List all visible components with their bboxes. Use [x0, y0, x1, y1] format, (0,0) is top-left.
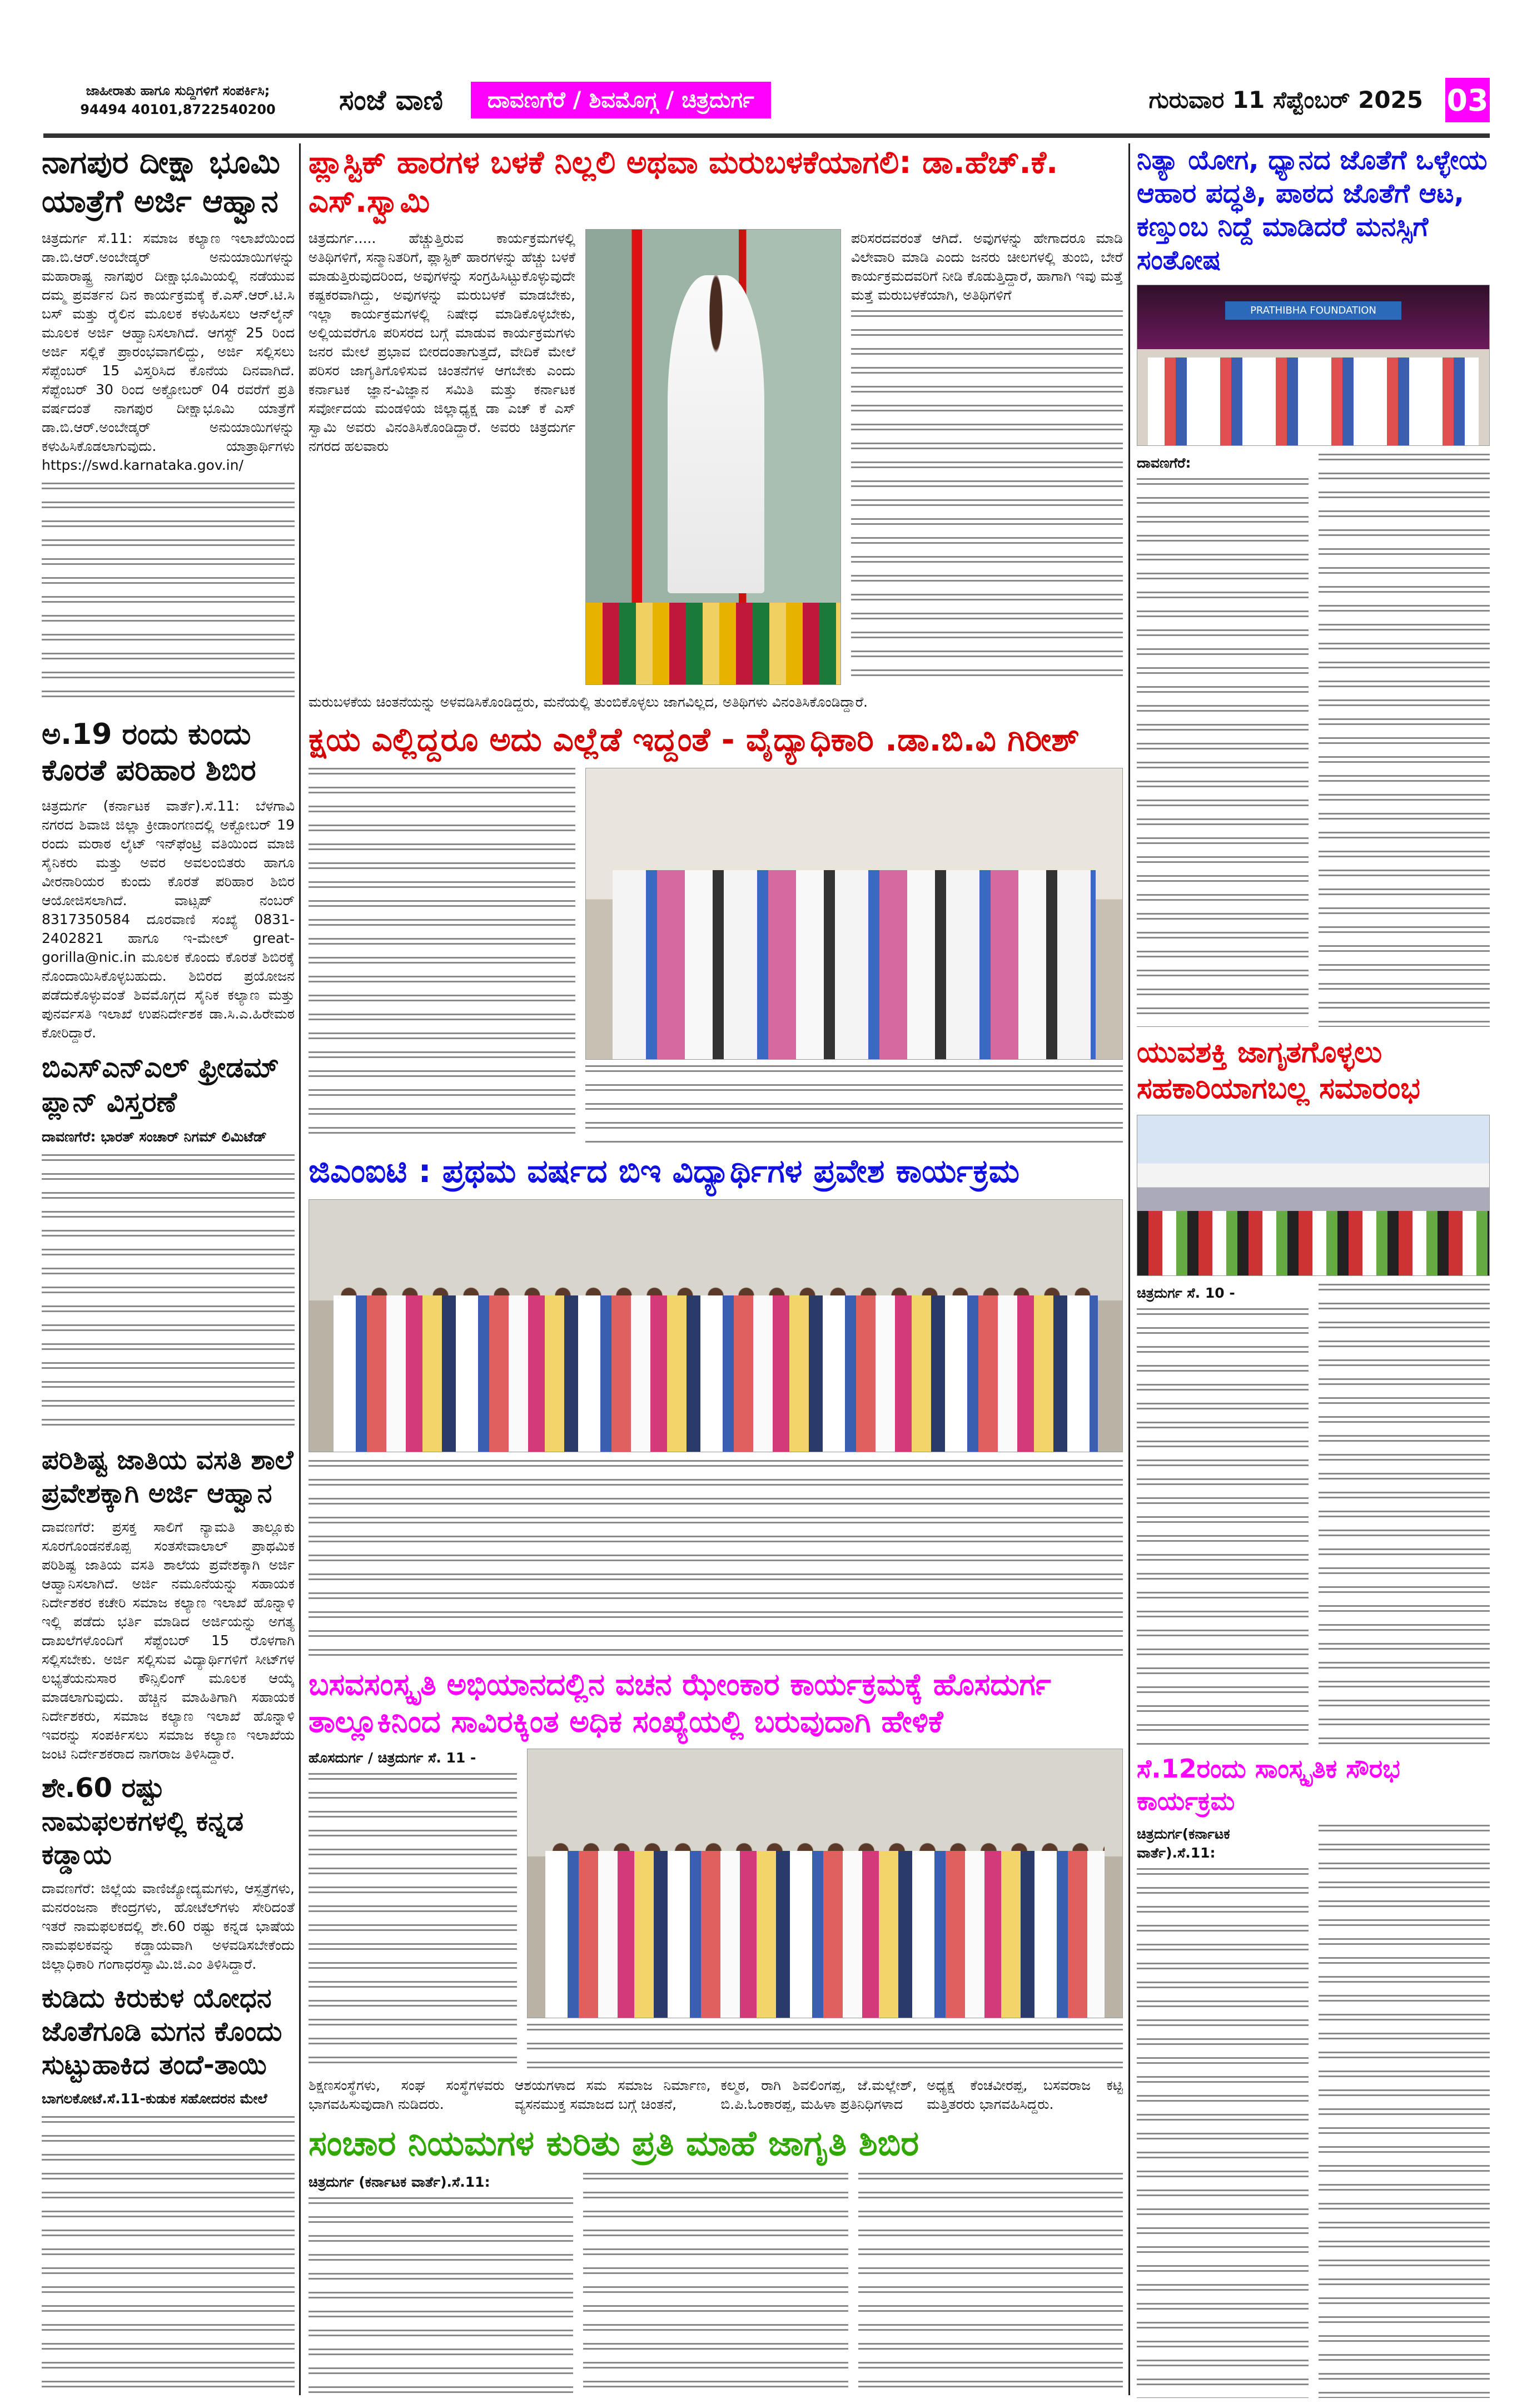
article-jmit-body — [309, 1460, 1123, 1658]
photo-yoga-event — [1137, 285, 1490, 446]
masthead-rule — [43, 133, 1490, 138]
issue-date: ಗುರುವಾರ 11 ಸೆಪ್ಟೆಂಬರ್ 2025 — [1148, 86, 1423, 113]
photo-basava-meeting — [527, 1749, 1123, 2019]
masthead — [44, 72, 1490, 128]
article-nagpur-continued — [42, 483, 295, 709]
article-basava-col2-end: ಆಶಯಗಳಾದ ಸಮ ಸಮಾಜ ನಿರ್ಮಾಣ, ವ್ಯಸನಮುಕ್ತ ಸಮಾಜದ ಬಗ್ಗೆ ಚಿಂತನೆ, — [514, 2077, 711, 2112]
article-cultural-body-2 — [1319, 1825, 1490, 2398]
photo-tb-event — [585, 768, 1123, 1060]
article-plastic-continued — [851, 310, 1123, 685]
headline-kannada-boards: ಶೇ.60 ರಷ್ಟು ನಾಮಫಲಕಗಳಲ್ಲಿ ಕನ್ನಡ ಕಡ್ಡಾಯ — [42, 1773, 244, 1871]
article-traffic-dateline: ಚಿತ್ರದುರ್ಗ (ಕರ್ನಾಟಕ ವಾರ್ತೆ).ಸೆ.11: — [309, 2173, 490, 2190]
article-grievance-body: ಚಿತ್ರದುರ್ಗ (ಕರ್ನಾಟಕ ವಾರ್ತೆ).ಸೆ.11: ಬೆಳಗಾವಿ ನಗರದ ಶಿವಾಜಿ ಜಿಲ್ಲಾ ಕ್ರೀಡಾಂಗಣದಲ್ಲಿ ಅಕ್ಟೋಬರ್ 19 ರಂದು ಮರಾಠ ಲೈಟ್ ಇನ್‍ಫೆಂಟ್ರಿ ವತಿಯಿಂದ ಮಾಜಿ ಸೈನಿಕರು ಮತ್ತು ಅವರ ಅವಲಂಬಿತರು ಹಾಗೂ ವೀರನಾರಿಯರ ಕುಂದು ಕೊರತೆ ಪರಿಹಾರ ಶಿಬಿರ ಆಯೋಜಿಸಲಾಗಿದೆ. ವಾಟ್ಸಪ್ ನಂಬರ್ 8317350584 ದೂರವಾಣಿ ಸಂಖ್ಯೆ 0831-2402821 ಹಾಗೂ ಇ-ಮೇಲ್ great-gorilla@nic.in ಮೂಲಕ ಕೊಂದು ಕೊರತೆ ಶಿಬಿರಕ್ಕೆ ನೊಂದಾಯಿಸಿಕೊಳ್ಳಬಹುದು. ಶಿಬಿರದ ಪ್ರಯೋಜನ ಪಡೆದುಕೊಳ್ಳುವಂತೆ ಶಿವಮೊಗ್ಗದ ಸೈನಿಕ ಕಲ್ಯಾಣ ಮತ್ತು ಪುನರ್ವಸತಿ ಇಲಾಖೆ ಉಪನಿರ್ದೇಶಕ ಡಾ.ಸಿ.ಎ.ಹಿರೇಮಠ ಕೋರಿದ್ದಾರೆ. — [42, 797, 295, 1041]
headline-murder: ಕುಡಿದು ಕಿರುಕುಳ ಯೋಧನ ಜೊತೆಗೂಡಿ ಮಗನ ಕೊಂದು ಸುಟ್ಟುಹಾಕಿದ ತಂದೆ-ತಾಯಿ — [42, 1983, 282, 2081]
headline-bsnl: ಬಿಎಸ್‍ಎನ್‍ಎಲ್ ಫ್ರೀಡಮ್ ಪ್ಲಾನ್ ವಿಸ್ತರಣೆ — [42, 1051, 279, 1119]
article-kannada-boards-body: ದಾವಣಗೆರೆ: ಜಿಲ್ಲೆಯ ವಾಣಿಜ್ಯೋದ್ಯಮಗಳು, ಆಸ್ಪತ್ರೆಗಳು, ಮನರಂಜನಾ ಕೇಂದ್ರಗಳು, ಹೋಟೆಲ್‍ಗಳು ಸೇರಿದಂತೆ ಇತರೆ ನಾಮಫಲಕದಲ್ಲಿ ಶೇ.60 ರಷ್ಟು ಕನ್ನಡ ಭಾಷೆಯ ನಾಮಫಲಕವನ್ನು ಕಡ್ಡಾಯವಾಗಿ ಅಳವಡಿಸಬೇಕೆಂದು ಜಿಲ್ಲಾಧಿಕಾರಿ ಗಂಗಾಧರಸ್ವಾಮಿ.ಜಿ.ಎಂ ತಿಳಿಸಿದ್ದಾರೆ. — [42, 1880, 295, 1973]
article-cultural-dateline: ಚಿತ್ರದುರ್ಗ(ಕರ್ನಾಟಕ ವಾರ್ತೆ).ಸೆ.11: — [1137, 1826, 1230, 1861]
headline-sc-hostel: ಪರಿಶಿಷ್ಟ ಜಾತಿಯ ವಸತಿ ಶಾಲೆ ಪ್ರವೇಶಕ್ಕಾಗಿ ಅರ್ಜಿ ಆಹ್ವಾನ — [42, 1444, 294, 1510]
cultural-article — [1137, 1825, 1490, 2398]
article-traffic-body-3 — [858, 2173, 1123, 2399]
contact-info — [44, 81, 311, 119]
article-traffic-body-2 — [583, 2173, 848, 2399]
photo-plastic-garlands — [585, 229, 841, 685]
headline-grievance-camp: ಅ.19 ರಂದು ಕುಂದು ಕೊರತೆ ಪರಿಹಾರ ಶಿಬಿರ — [42, 717, 256, 787]
article-cultural-body — [1137, 1868, 1309, 2398]
event-banner: PRATHIBHA FOUNDATION — [1225, 301, 1401, 320]
article-yoga-body-2 — [1319, 454, 1490, 1027]
headline-yoga: ನಿತ್ಯಾ ಯೋಗ, ಧ್ಯಾನದ ಜೊತೆಗೆ ಒಳ್ಳೇಯ ಆಹಾರ ಪದ್ಧತಿ, ಪಾಠದ ಜೊತೆಗೆ ಆಟ, ಕಣ್ತುಂಬ ನಿದ್ದೆ ಮಾಡಿದರೆ ಮನಸ್ಸಿಗೆ ಸಂತೋಷ — [1137, 145, 1488, 276]
headline-traffic: ಸಂಚಾರ ನಿಯಮಗಳ ಕುರಿತು ಪ್ರತಿ ಮಾಹೆ ಜಾಗೃತಿ ಶಿಬಿರ — [309, 2123, 919, 2163]
article-bsnl-body: ದಾವಣಗೆರೆ: ಭಾರತ್ ಸಂಚಾರ್ ನಿಗಮ್ ಲಿಮಿಟೆಡ್ — [42, 1128, 267, 1145]
photo-jmit-students — [309, 1199, 1123, 1453]
article-plastic-body: ಚಿತ್ರದುರ್ಗ..... ಹೆಚ್ಚುತ್ತಿರುವ ಕಾರ್ಯಕ್ರಮಗಳಲ್ಲಿ ಅತಿಥಿಗಳಿಗೆ, ಸನ್ಮಾನಿತರಿಗೆ, ಪ್ಲಾಸ್ಟಿಕ್ ಹಾರಗಳನ್ನು ಹೆಚ್ಚು ಬಳಕೆ ಮಾಡುತ್ತಿರುವುದರಿಂದ, ಅವುಗಳನ್ನು ಸಂಗ್ರಹಿಸಿಟ್ಟುಕೊಳ್ಳುವುದೇ ಕಷ್ಟಕರವಾಗಿದ್ದು, ಅವುಗಳನ್ನು ಮರುಬಳಕೆ ಮಾಡಬೇಕು, ಇಲ್ಲಾ ಕಾರ್ಯಕ್ರಮಗಳಲ್ಲಿ ನಿಷೇಧ ಮಾಡಿಕೊಳ್ಳಬೇಕು, ಅಲ್ಲಿಯವರೆಗೂ ಪರಿಸರದ ಬಗ್ಗೆ ಮಾಡುವ ಕಾರ್ಯಕ್ರಮಗಳು ಜನರ ಮೇಲೆ ಪ್ರಭಾವ ಬೀರದಂತಾಗುತ್ತದೆ, ವೇದಿಕೆ ಮೇಲೆ ಪರಿಸರ ಜಾಗೃತಿಗೊಳಿಸುವ ಚಿಂತನೆಗಳ ಆಗಬೇಕು ಎಂದು ಕರ್ನಾಟಕ ಜ್ಞಾನ-ವಿಜ್ಞಾನ ಸಮಿತಿ ಮತ್ತು ಕರ್ನಾಟಕ ಸರ್ವೋದಯ ಮಂಡಳಿಯ ಜಿಲ್ಲಾಧ್ಯಕ್ಷ ಡಾ ಎಚ್ ಕೆ ಎಸ್ ಸ್ವಾಮಿ ಅವರು ವಿನಂತಿಸಿಕೊಂಡಿದ್ದಾರೆ. ಅವರು ಚಿತ್ರದುರ್ಗ ನಗರದ ಹಲವಾರು — [309, 230, 575, 454]
article-yoga-dateline: ದಾವಣಗೆರೆ: — [1137, 455, 1191, 471]
logo-text: ಸಂಜೆ ವಾಣಿ — [339, 83, 443, 116]
headline-yuvashakti: ಯುವಶಕ್ತಿ ಜಾಗೃತಗೊಳ್ಳಲು ಸಹಕಾರಿಯಾಗಬಲ್ಲ ಸಮಾರಂಭ — [1137, 1035, 1420, 1105]
article-traffic-body — [309, 2197, 573, 2399]
tb-article — [309, 768, 1123, 1144]
column-divider — [1128, 143, 1130, 2395]
article-sc-hostel-body: ದಾವಣಗೆರೆ: ಪ್ರಸಕ್ತ ಸಾಲಿಗೆ ನ್ಯಾಮತಿ ತಾಲ್ಲೂಕು ಸೂರಗೊಂಡನಕೊಪ್ಪ ಸಂತಸೇವಾಲಾಲ್ ಪ್ರಾಥಮಿಕ ಪರಿಶಿಷ್ಟ ಜಾತಿಯ ವಸತಿ ಶಾಲೆಯ ಪ್ರವೇಶಕ್ಕಾಗಿ ಅರ್ಜಿ ಆಹ್ವಾನಿಸಲಾಗಿದೆ. ಅರ್ಜಿ ನಮೂನೆಯನ್ನು ಸಹಾಯಕ ನಿರ್ದೇಶಕರ ಕಚೇರಿ ಸಮಾಜ ಕಲ್ಯಾಣ ಇಲಾಖೆ ಹೊನ್ನಾಳಿ ಇಲ್ಲಿ ಪಡೆದು ಭರ್ತಿ ಮಾಡಿದ ಅರ್ಜಿಯನ್ನು ಅಗತ್ಯ ದಾಖಲೆಗಳೊಂದಿಗೆ ಸೆಪ್ಟೆಂಬರ್ 15 ರೊಳಗಾಗಿ ಸಲ್ಲಿಸಬೇಕು. ಅರ್ಜಿ ಸಲ್ಲಿಸುವ ವಿದ್ಯಾರ್ಥಿಗಳಿಗೆ ಸೀಟ್‍ಗಳ ಲಭ್ಯತೆಯನುಸಾರ ಕೌನ್ಸಿಲಿಂಗ್ ಮೂಲಕ ಆಯ್ಕೆ ಮಾಡಲಾಗುವುದು. ಹೆಚ್ಚಿನ ಮಾಹಿತಿಗಾಗಿ ಸಹಾಯಕ ನಿರ್ದೇಶಕರು, ಸಮಾಜ ಕಲ್ಯಾಣ ಇಲಾಖೆ ಹೊನ್ನಾಳಿ ಇವರನ್ನು ಸಂಪರ್ಕಿಸಲು ಸಮಾಜ ಕಲ್ಯಾಣ ಇಲಾಖೆಯ ಜಂಟಿ ನಿರ್ದೇಶಕರಾದ ನಾಗರಾಜ ತಿಳಿಸಿದ್ದಾರೆ. — [42, 1519, 295, 1762]
article-basava-dateline: ಹೊಸದುರ್ಗ / ಚಿತ್ರದುರ್ಗ ಸೆ. 11 - — [309, 1749, 476, 1766]
article-basava-col4-end: ಅಧ್ಯಕ್ಷ ಕೆಂಚವೀರಪ್ಪ, ಬಸವರಾಜ ಕಟ್ಟಿ ಮತ್ತಿತರರು ಭಾಗವಹಿಸಿದ್ದರು. — [927, 2077, 1123, 2112]
article-murder-body: ಬಾಗಲಕೋಟೆ.ಸೆ.11-ಕುಡುಕ ಸಹೋದರನ ಮೇಲೆ — [42, 2091, 267, 2107]
article-basava-body-2 — [527, 2024, 1123, 2068]
middle-column — [309, 143, 1123, 2398]
edition-banner: ದಾವಣಗೆರೆ / ಶಿವಮೊಗ್ಗ / ಚಿತ್ರದುರ್ಗ — [471, 82, 771, 118]
headline-plastic-garlands: ಪ್ಲಾಸ್ಟಿಕ್ ಹಾರಗಳ ಬಳಕೆ ನಿಲ್ಲಲಿ ಅಥವಾ ಮರುಬಳಕೆಯಾಗಲಿ: ಡಾ.ಹೆಚ್.ಕೆ. ಎಸ್.ಸ್ವಾಮಿ — [309, 145, 1058, 220]
headline-jmit: ಜಿಎಂಐಟಿ : ಪ್ರಥಮ ವರ್ಷದ ಬಿಇ ವಿದ್ಯಾರ್ಥಿಗಳ ಪ್ರವೇಶ ಕಾರ್ಯಕ್ರಮ — [309, 1152, 1020, 1190]
headline-tb: ಕ್ಷಯ ಎಲ್ಲಿದ್ದರೂ ಅದು ಎಲ್ಲೆಡೆ ಇದ್ದಂತೆ - ವೈದ್ಯಾಧಿಕಾರಿ .ಡಾ.ಬಿ.ವಿ ಗಿರೀಶ್ — [309, 721, 1080, 758]
article-bsnl-continued — [42, 1154, 295, 1436]
headline-cultural-program: ಸೆ.12ರಂದು ಸಾಂಸ್ಕೃತಿಕ ಸೌರಭ ಕಾರ್ಯಕ್ರಮ — [1137, 1754, 1400, 1816]
article-yuva-body — [1137, 1308, 1309, 1746]
article-plastic-body-2: ಪರಿಸರದವರಂತೆ ಆಗಿದೆ. ಅವುಗಳನ್ನು ಹೇಗಾದರೂ ಮಾಡಿ ವಿಲೇವಾರಿ ಮಾಡಿ ಎಂದು ಜನರು ಚೀಲಗಳಲ್ಲಿ ತುಂಬಿ, ಬೇರೆ ಕಾರ್ಯಕ್ರಮದವರಿಗೆ ನೀಡಿ ಕೊಡುತ್ತಿದ್ದಾರೆ, ಹಾಗಾಗಿ ಇವು ಮತ್ತೆ ಮತ್ತೆ ಮರುಬಳಕೆಯಾಗಿ, ಅತಿಥಿಗಳಿಗೆ — [851, 230, 1123, 303]
article-basava-col1-end: ಶಿಕ್ಷಣಸಂಸ್ಥೆಗಳು, ಸಂಘ ಸಂಸ್ಥೆಗಳವರು ಭಾಗವಹಿಸುವುದಾಗಿ ನುಡಿದರು. — [309, 2077, 505, 2112]
newspaper-logo — [334, 84, 449, 117]
contact-numbers: 94494 40101,8722540200 — [80, 102, 276, 117]
plastic-article — [309, 229, 1123, 685]
article-plastic-closing: ಮರುಬಳಕೆಯ ಚಿಂತನೆಯನ್ನು ಅಳವಡಿಸಿಕೊಂಡಿದ್ದರು, ಮನೆಯಲ್ಲಿ ತುಂಬಿಕೊಳ್ಳಲು ಜಾಗವಿಲ್ಲದ, ಅತಿಥಿಗಳು ವಿನಂತಿಸಿಕೊಂಡಿದ್ದಾರೆ. — [309, 694, 868, 710]
article-yoga-body — [1137, 478, 1309, 1027]
article-tb-body-2 — [585, 1065, 1123, 1143]
yoga-article — [1137, 454, 1490, 1027]
headline-nagpur: ನಾಗಪುರ ದೀಕ್ಷಾ ಭೂಮಿ ಯಾತ್ರೆಗೆ ಅರ್ಜಿ ಆಹ್ವಾನ — [42, 145, 280, 220]
article-murder-continued — [42, 2116, 295, 2398]
contact-label: ಜಾಹೀರಾತು ಹಾಗೂ ಸುದ್ದಿಗಳಿಗೆ ಸಂಪರ್ಕಿಸಿ; — [86, 83, 270, 98]
traffic-article — [309, 2173, 1123, 2399]
basava-article — [309, 1749, 1123, 2069]
article-yuva-body-2 — [1319, 1284, 1490, 1746]
right-column — [1137, 143, 1490, 2398]
article-yuva-dateline: ಚಿತ್ರದುರ್ಗ ಸೆ. 10 - — [1137, 1284, 1235, 1301]
photo-yuvashakti-event — [1137, 1115, 1490, 1276]
article-nagpur-body: ಚಿತ್ರದುರ್ಗ ಸೆ.11: ಸಮಾಜ ಕಲ್ಯಾಣ ಇಲಾಖೆಯಿಂದ ಡಾ.ಬಿ.ಆರ್.ಅಂಬೇಡ್ಕರ್ ಅನುಯಾಯಿಗಳನ್ನು ಮಹಾರಾಷ್ಟ್ರ ನಾಗಪುರ ದೀಕ್ಷಾಭೂಮಿಯಲ್ಲಿ ನಡೆಯುವ ದಮ್ಮ ಪ್ರವರ್ತನ ದಿನ ಕಾರ್ಯಕ್ರಮಕ್ಕೆ ಕೆ.ಎಸ್.ಆರ್.ಟಿ.ಸಿ ಬಸ್ ಮತ್ತು ರೈಲಿನ ಮೂಲಕ ಕಳುಹಿಸಲು ಆನ್‍ಲೈನ್ ಮೂಲಕ ಅರ್ಜಿ ಆಹ್ವಾನಿಸಲಾಗಿದೆ. ಆಗಸ್ಟ್ 25 ರಿಂದ ಅರ್ಜಿ ಸಲ್ಲಿಕೆ ಪ್ರಾರಂಭವಾಗಲಿದ್ದು, ಅರ್ಜಿ ಸಲ್ಲಿಸಲು ಸೆಪ್ಟೆಂಬರ್ 15 ವಿಸ್ತರಿಸಿದ ಕೊನೆಯ ದಿನವಾಗಿದೆ. ಸೆಪ್ಟೆಂಬರ್ 30 ರಿಂದ ಅಕ್ಟೋಬರ್ 04 ರವರೆಗೆ ಪ್ರತಿ ವರ್ಷದಂತೆ ನಾಗಪುರ ದೀಕ್ಷಾಭೂಮಿ ಯಾತ್ರೆಗೆ ಡಾ.ಬಿ.ಆರ್.ಅಂಬೇಡ್ಕರ್ ಅನುಯಾಯಿಗಳನ್ನು ಕಳುಹಿಸಿಕೊಡಲಾಗುವುದು. ಯಾತ್ರಾರ್ಥಿಗಳು https://swd.karnataka.gov.in/ — [42, 230, 295, 473]
basava-column-endings — [309, 2076, 1123, 2114]
column-divider — [299, 143, 301, 2395]
article-basava-body — [309, 1773, 517, 2069]
headline-basava: ಬಸವಸಂಸ್ಕೃತಿ ಅಭಿಯಾನದಲ್ಲಿನ ವಚನ ಝೇಂಕಾರ ಕಾರ್ಯಕ್ರಮಕ್ಕೆ ಹೊಸದುರ್ಗ ತಾಲ್ಲೂಕಿನಿಂದ ಸಾವಿರಕ್ಕಿಂತ ಅಧಿಕ ಸಂಖ್ಯೆಯಲ್ಲಿ ಬರುವುದಾಗಿ ಹೇಳಿಕೆ — [309, 1666, 1051, 1739]
article-tb-body — [309, 768, 575, 1144]
yuva-article — [1137, 1284, 1490, 1746]
left-column — [42, 143, 295, 2398]
article-basava-col3-end: ಕಲ್ಮಠ, ರಾಗಿ ಶಿವಲಿಂಗಪ್ಪ, ಜೆ.ಮಲ್ಲೇಶ್, ಬಿ.ಪಿ.ಓಂಕಾರಪ್ಪ, ಮಹಿಳಾ ಪ್ರತಿನಿಧಿಗಳಾದ — [720, 2077, 917, 2112]
page-number: 03 — [1445, 78, 1490, 122]
